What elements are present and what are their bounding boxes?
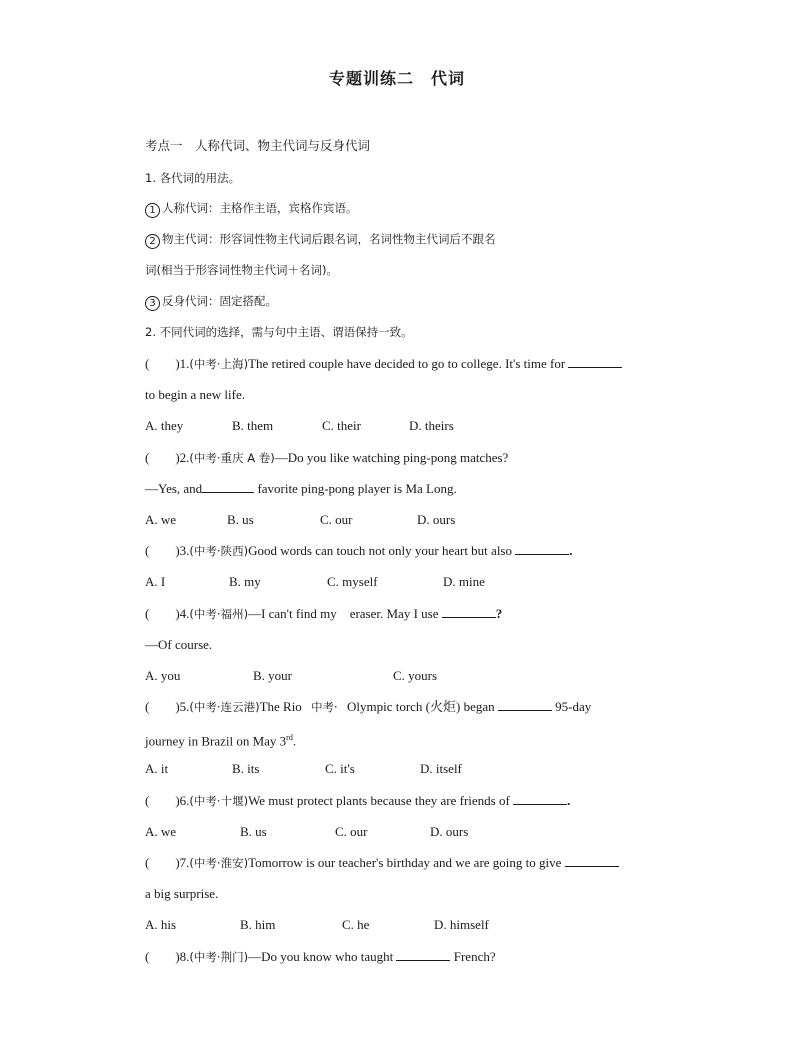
question-stem: The retired couple have decided to go to college. It's time for [248, 356, 566, 371]
question-5-cont: journey in Brazil on May 3rd. [145, 733, 297, 749]
usage-item-1: 1. 各代词的用法。 [145, 171, 241, 185]
answer-paren: ( )2. [145, 450, 190, 465]
question-4-reply: —Of course. [145, 637, 213, 652]
question-source: (中考·陕西) [189, 544, 249, 558]
answer-paren: ( )4. [145, 606, 190, 621]
question-2-reply: —Yes, and favorite ping-pong player is Ma Long. [145, 481, 457, 496]
option-b: B. them [232, 418, 274, 433]
option-c: C. yours [393, 668, 438, 683]
question-source: (中考·荆门) [189, 950, 249, 964]
question-source: (中考·连云港) [189, 700, 260, 714]
option-d: D. himself [434, 917, 489, 932]
question-stem: —I can't find my eraser. May I use [248, 606, 439, 621]
answer-blank [513, 793, 567, 805]
question-1-options [145, 418, 454, 434]
question-5: ( )5.(中考·连云港)The Rio 中考· Olympic torch (火炬) began 95-day [145, 699, 592, 714]
usage-point-3: 3 反身代词：固定搭配。 [145, 293, 277, 311]
answer-blank [396, 949, 450, 961]
question-stem: —Do you know who taught [248, 949, 394, 964]
question-stem: We must protect plants because they are friends of [248, 793, 510, 808]
question-1-cont: to begin a new life. [145, 387, 245, 402]
question-1 [145, 356, 622, 372]
question-source: (中考·重庆 A 卷) [189, 451, 275, 465]
question-7-options [145, 917, 489, 933]
question-source: (中考·福州) [189, 607, 249, 621]
question-8: ( )8.(中考·荆门)—Do you know who taught French? [145, 949, 496, 964]
option-a: A. it [145, 761, 169, 776]
option-d: D. ours [417, 512, 456, 527]
option-d: D. itself [420, 761, 462, 776]
answer-blank [565, 855, 619, 867]
usage-point-2-cont: 词(相当于形容词性物主代词＋名词)。 [145, 263, 338, 277]
answer-paren: ( )5. [145, 699, 190, 714]
question-6: ( )6.(中考·十堰)We must protect plants because they are friends of . [145, 793, 571, 808]
option-d: D. ours [430, 824, 469, 839]
option-d: D. mine [443, 574, 485, 589]
option-c: C. myself [327, 574, 378, 589]
answer-blank [498, 699, 552, 711]
option-a: A. we [145, 512, 177, 527]
question-stem: Good words can touch not only your heart but also [248, 543, 512, 558]
page-title: 专题训练二 代词 [328, 69, 465, 88]
question-7 [145, 855, 619, 871]
question-3: ( )3.(中考·陕西)Good words can touch not only your heart but also . [145, 543, 573, 558]
answer-paren: ( )1. [145, 356, 190, 371]
answer-blank [442, 606, 496, 618]
question-source: (中考·十堰) [189, 794, 249, 808]
usage-item-2: 2. 不同代词的选择，需与句中主语、谓语保持一致。 [145, 325, 413, 339]
option-a: A. they [145, 418, 184, 433]
question-7-cont: a big surprise. [145, 886, 219, 901]
question-2-options [145, 512, 455, 528]
question-stem: —Do you like watching ping-pong matches? [274, 450, 509, 465]
option-c: C. their [322, 418, 361, 433]
option-c: C. our [320, 512, 353, 527]
answer-paren: ( )6. [145, 793, 190, 808]
question-stem: Tomorrow is our teacher's birthday and we are going to give [248, 855, 562, 870]
question-source: (中考·淮安) [189, 856, 249, 870]
option-a: A. his [145, 917, 177, 932]
option-b: B. your [253, 668, 292, 683]
question-3-options [145, 574, 485, 590]
circled-number-3: 3 [145, 296, 160, 311]
option-b: B. its [232, 761, 260, 776]
circled-number-2: 2 [145, 234, 160, 249]
option-b: B. him [240, 917, 276, 932]
circled-number-1: 1 [145, 203, 160, 218]
option-c: C. it's [325, 761, 355, 776]
option-a: A. I [145, 574, 166, 589]
answer-paren: ( )8. [145, 949, 190, 964]
question-2 [145, 450, 508, 466]
option-d: D. theirs [409, 418, 454, 433]
option-b: B. us [227, 512, 254, 527]
answer-blank [202, 481, 254, 493]
option-b: B. us [240, 824, 267, 839]
option-c: C. he [342, 917, 370, 932]
question-source: (中考·上海) [189, 357, 249, 371]
section-heading: 考点一 人称代词、物主代词与反身代词 [145, 138, 371, 153]
option-b: B. my [229, 574, 261, 589]
option-a: A. you [145, 668, 181, 683]
option-a: A. we [145, 824, 177, 839]
answer-blank [568, 356, 622, 368]
question-6-options [145, 824, 468, 840]
question-4: ( )4.(中考·福州)—I can't find my eraser. May I use ? [145, 606, 503, 621]
question-5-options [145, 761, 462, 777]
answer-paren: ( )3. [145, 543, 190, 558]
answer-blank [515, 543, 569, 555]
answer-paren: ( )7. [145, 855, 190, 870]
usage-point-2: 2 物主代词：形容词性物主代词后跟名词，名词性物主代词后不跟名 [145, 231, 496, 249]
option-c: C. our [335, 824, 368, 839]
usage-point-1: 1 人称代词：主格作主语，宾格作宾语。 [145, 200, 358, 218]
question-4-options [145, 668, 437, 684]
